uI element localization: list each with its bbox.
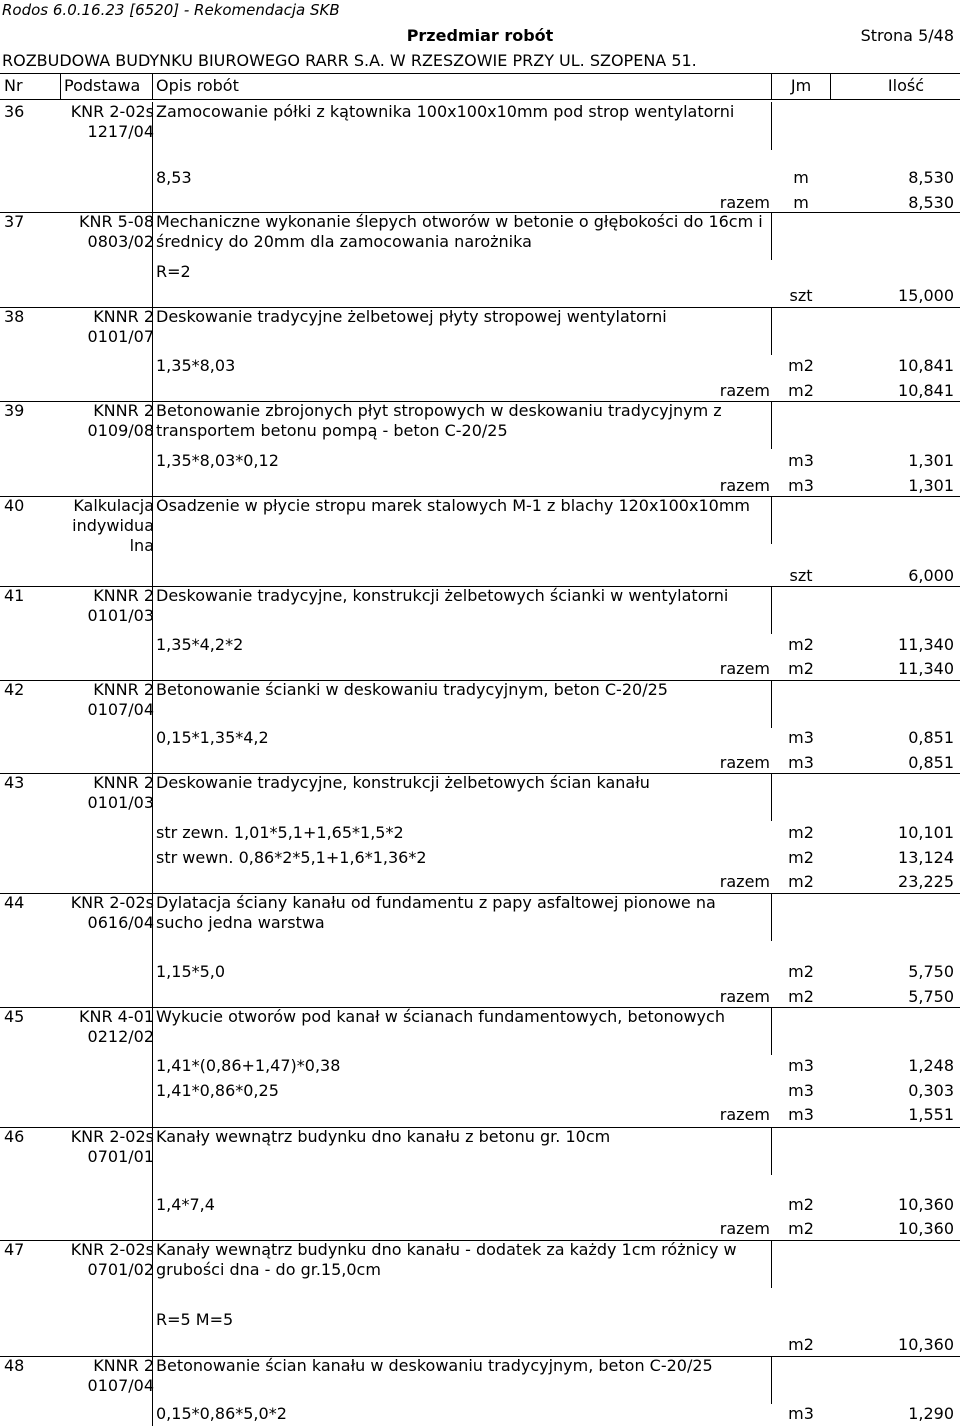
column-header-opis: Opis robót (156, 76, 239, 95)
total-unit: szt (789, 286, 813, 305)
total-unit: m2 (788, 1219, 814, 1238)
document-title: Przedmiar robót (406, 26, 554, 45)
total-label: razem (719, 1105, 770, 1124)
total-quantity: 10,360 (898, 1219, 954, 1238)
item-description: Deskowanie tradycyjne, konstrukcji żelbetowych ścian kanału (156, 773, 650, 792)
column-rule (771, 893, 772, 941)
total-unit: m3 (788, 1105, 814, 1124)
calc-expression: R=5 M=5 (156, 1310, 234, 1329)
calc-quantity: 1,290 (908, 1404, 954, 1423)
calc-expression: 1,41*0,86*0,25 (156, 1081, 279, 1100)
program-name: Rodos 6.0.16.23 [6520] - Rekomendacja SKB (2, 1, 340, 19)
column-rule (60, 73, 61, 99)
total-label: razem (719, 872, 770, 891)
column-rule (152, 1127, 153, 1240)
column-rule (771, 1356, 772, 1404)
calc-quantity: 10,841 (898, 356, 954, 375)
calc-quantity: 5,750 (908, 962, 954, 981)
item-basis: KNNR 2 0101/03 (87, 586, 154, 625)
column-rule (152, 773, 153, 893)
calc-unit: m3 (788, 728, 814, 747)
total-quantity: 10,841 (898, 381, 954, 400)
item-number: 37 (4, 212, 25, 231)
item-description: Zamocowanie półki z kątownika 100x100x10mm pod strop wentylatorni (156, 102, 735, 121)
column-header-podstawa: Podstawa (64, 76, 141, 95)
item-basis: KNR 2-02s 0701/02 (70, 1240, 154, 1279)
calc-expression: 8,53 (156, 168, 192, 187)
calc-unit: m2 (788, 356, 814, 375)
calc-quantity: 1,301 (908, 451, 954, 470)
total-unit: szt (789, 566, 813, 585)
total-unit: m2 (788, 1335, 814, 1354)
total-quantity: 15,000 (898, 286, 954, 305)
column-header-ilosc: Ilość (887, 76, 924, 95)
column-rule (771, 680, 772, 728)
calc-unit: m (793, 168, 809, 187)
total-quantity: 23,225 (898, 872, 954, 891)
total-quantity: 11,340 (898, 659, 954, 678)
total-quantity: 0,851 (908, 753, 954, 772)
total-label: razem (719, 1219, 770, 1238)
column-rule (771, 586, 772, 634)
item-description: Kanały wewnątrz budynku dno kanału z betonu gr. 10cm (156, 1127, 611, 1146)
calc-unit: m3 (788, 1056, 814, 1075)
calc-quantity: 1,248 (908, 1056, 954, 1075)
item-number: 36 (4, 102, 25, 121)
calc-unit: m3 (788, 451, 814, 470)
column-rule (152, 496, 153, 586)
calc-expression: R=2 (156, 262, 191, 281)
item-number: 42 (4, 680, 25, 699)
calc-expression: 0,15*0,86*5,0*2 (156, 1404, 287, 1423)
calc-expression: str zewn. 1,01*5,1+1,65*1,5*2 (156, 823, 404, 842)
calc-expression: 1,35*8,03*0,12 (156, 451, 279, 470)
calc-expression: 1,4*7,4 (156, 1195, 215, 1214)
column-header-jm: Jm (790, 76, 812, 95)
project-name: ROZBUDOWA BUDYNKU BIUROWEGO RARR S.A. W RZESZOWIE PRZY UL. SZOPENA 51. (2, 51, 697, 70)
total-quantity: 10,360 (898, 1335, 954, 1354)
calc-expression: 1,41*(0,86+1,47)*0,38 (156, 1056, 341, 1075)
item-basis: KNR 4-01 0212/02 (79, 1007, 154, 1046)
item-basis: KNNR 2 0107/04 (87, 680, 154, 719)
total-quantity: 6,000 (908, 566, 954, 585)
calc-unit: m3 (788, 1081, 814, 1100)
calc-unit: m2 (788, 635, 814, 654)
calc-quantity: 11,340 (898, 635, 954, 654)
column-rule (771, 401, 772, 449)
total-quantity: 5,750 (908, 987, 954, 1006)
calc-unit: m2 (788, 1195, 814, 1214)
header-bottom-rule (0, 99, 960, 100)
total-unit: m2 (788, 987, 814, 1006)
calc-quantity: 10,101 (898, 823, 954, 842)
total-unit: m3 (788, 476, 814, 495)
item-basis: KNNR 2 0107/04 (87, 1356, 154, 1395)
item-description: Deskowanie tradycyjne, konstrukcji żelbetowych ścianki w wentylatorni (156, 586, 729, 605)
calc-quantity: 0,303 (908, 1081, 954, 1100)
calc-quantity: 13,124 (898, 848, 954, 867)
item-basis: KNR 2-02s 1217/04 (70, 102, 154, 141)
item-number: 47 (4, 1240, 25, 1259)
column-rule (830, 73, 831, 99)
total-quantity: 1,551 (908, 1105, 954, 1124)
calc-quantity: 0,851 (908, 728, 954, 747)
item-basis: KNNR 2 0109/08 (87, 401, 154, 440)
item-number: 45 (4, 1007, 25, 1026)
calc-unit: m3 (788, 1404, 814, 1423)
item-number: 48 (4, 1356, 25, 1375)
item-number: 39 (4, 401, 25, 420)
column-rule (152, 586, 153, 680)
total-unit: m3 (788, 753, 814, 772)
column-rule (771, 1127, 772, 1175)
total-label: razem (719, 659, 770, 678)
column-rule (771, 212, 772, 260)
total-unit: m2 (788, 381, 814, 400)
column-rule (152, 893, 153, 1007)
item-description: Betonowanie zbrojonych płyt stropowych w deskowaniu tradycyjnym z transportem betonu pompą - beton C-20/25 (156, 401, 722, 440)
column-rule (771, 102, 772, 150)
calc-quantity: 8,530 (908, 168, 954, 187)
column-rule (771, 496, 772, 544)
item-basis: KNNR 2 0101/07 (87, 307, 154, 346)
total-label: razem (719, 381, 770, 400)
item-basis: KNR 2-02s 0616/04 (70, 893, 154, 932)
total-quantity: 1,301 (908, 476, 954, 495)
column-rule (771, 1007, 772, 1055)
column-rule (771, 73, 772, 99)
total-label: razem (719, 476, 770, 495)
item-description: Dylatacja ściany kanału od fundamentu z papy asfaltowej pionowe na sucho jedna warstwa (156, 893, 716, 932)
total-unit: m (793, 193, 809, 212)
calc-unit: m2 (788, 962, 814, 981)
total-unit: m2 (788, 659, 814, 678)
column-rule (152, 212, 153, 307)
column-rule (152, 73, 153, 99)
total-unit: m2 (788, 872, 814, 891)
column-rule (152, 401, 153, 496)
calc-expression: 1,35*8,03 (156, 356, 236, 375)
item-number: 46 (4, 1127, 25, 1146)
item-number: 40 (4, 496, 25, 515)
item-basis: KNR 5-08 0803/02 (79, 212, 154, 251)
column-rule (152, 102, 153, 212)
item-basis: KNR 2-02s 0701/01 (70, 1127, 154, 1166)
total-label: razem (719, 753, 770, 772)
total-label: razem (719, 193, 770, 212)
calc-unit: m2 (788, 848, 814, 867)
item-description: Kanały wewnątrz budynku dno kanału - dodatek za każdy 1cm różnicy w grubości dna - do gr.15,0cm (156, 1240, 737, 1279)
column-rule (152, 1007, 153, 1127)
item-description: Osadzenie w płycie stropu marek stalowych M-1 z blachy 120x100x10mm (156, 496, 750, 515)
item-number: 38 (4, 307, 25, 326)
column-rule (152, 680, 153, 773)
item-basis: Kalkulacja indywidua lna (72, 496, 154, 555)
total-label: razem (719, 987, 770, 1006)
calc-expression: 1,15*5,0 (156, 962, 226, 981)
column-rule (152, 1356, 153, 1426)
item-number: 43 (4, 773, 25, 792)
column-rule (771, 307, 772, 355)
calc-expression: 1,35*4,2*2 (156, 635, 244, 654)
header-top-rule (0, 73, 960, 74)
total-quantity: 8,530 (908, 193, 954, 212)
calc-quantity: 10,360 (898, 1195, 954, 1214)
item-description: Wykucie otworów pod kanał w ścianach fundamentowych, betonowych (156, 1007, 725, 1026)
column-rule (771, 773, 772, 821)
item-description: Betonowanie ścian kanału w deskowaniu tradycyjnym, beton C-20/25 (156, 1356, 713, 1375)
item-description: Mechaniczne wykonanie ślepych otworów w betonie o głębokości do 16cm i średnicy do 20mm dla zamocowania narożnika (156, 212, 763, 251)
item-basis: KNNR 2 0101/03 (87, 773, 154, 812)
page-number: Strona 5/48 (860, 26, 954, 45)
column-rule (152, 307, 153, 401)
item-number: 44 (4, 893, 25, 912)
calc-expression: 0,15*1,35*4,2 (156, 728, 269, 747)
calc-unit: m2 (788, 823, 814, 842)
item-description: Betonowanie ścianki w deskowaniu tradycyjnym, beton C-20/25 (156, 680, 668, 699)
column-header-nr: Nr (4, 76, 23, 95)
item-description: Deskowanie tradycyjne żelbetowej płyty stropowej wentylatorni (156, 307, 667, 326)
calc-expression: str wewn. 0,86*2*5,1+1,6*1,36*2 (156, 848, 427, 867)
column-rule (152, 1240, 153, 1356)
item-number: 41 (4, 586, 25, 605)
column-rule (771, 1240, 772, 1288)
